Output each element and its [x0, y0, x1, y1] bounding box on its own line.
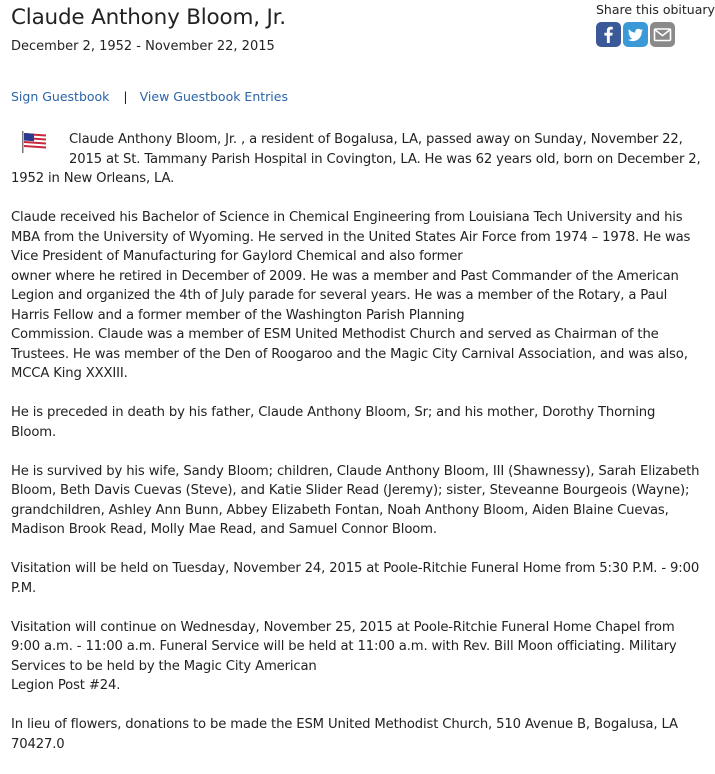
share-icons [596, 22, 675, 47]
obituary-body [11, 130, 701, 774]
guestbook-links [11, 89, 288, 105]
life-dates: December 2, 1952 - November 22, 2015 [11, 39, 275, 54]
email-icon[interactable] [650, 22, 675, 47]
obituary-paragraph: Visitation will continue on Wednesday, November 25, 2015 at Poole-Ritchie Funeral Home Chapel from 9:00 a.m. - 11:00 a.m. Funeral Service will be held at 11:00 a.m. with Rev. Bill Moon officiating. Military Services to be held by the Magic City American Legion Post #24. [11, 619, 677, 693]
obituary-header [11, 4, 571, 55]
sign-guestbook-link[interactable]: Sign Guestbook [11, 89, 110, 104]
view-guestbook-link[interactable]: View Guestbook Entries [139, 89, 288, 104]
obituary-paragraph [11, 130, 701, 189]
obituary-paragraph: Claude received his Bachelor of Science in Chemical Engineering from Louisiana Tech University and his MBA from the University of Wyoming. He served in the United States Air Force from 1974 – 1978. He was Vice President of Manufacturing for Gaylord Chemical and also former owner where he retired in December of 2009. He was a member and Past Commander of the American Legion and organized the 4th of July parade for several years. He was a member of the Rotary, a Paul Harris Fellow and a former member of the Washington Parish Planning Commission. Claude was a member of ESM United Methodist Church and served as Chairman of the Trustees. He was member of the Den of Roogaroo and the Magic City Carnival Association, and was also, MCCA King XXXIII. [11, 210, 691, 381]
obituary-paragraph: In lieu of flowers, donations to be made the ESM United Methodist Church, 510 Avenue B, Bogalusa, LA 70427.0 [11, 717, 678, 752]
link-separator: | [123, 89, 128, 104]
obituary-paragraph: He is survived by his wife, Sandy Bloom; children, Claude Anthony Bloom, III (Shawnessy), Sarah Elizabeth Bloom, Beth Davis Cuevas (Steve), and Katie Slider Read (Jeremy); sister, Steveanne Bourgeois (Wayne); grandchildren, Ashley Ann Bunn, Abbey Elizabeth Fontan, Noah Anthony Bloom, Aiden Blaine Cuevas, Madison Brook Read, Molly Mae Read, and Samuel Connor Bloom. [11, 463, 700, 537]
facebook-glyph [596, 22, 621, 47]
american-flag-icon [21, 131, 47, 153]
paragraph-text: Claude Anthony Bloom, Jr. , a resident of Bogalusa, LA, passed away on Sunday, November 22, 2015 at St. Tammany Parish Hospital in Covington, LA. He was 62 years old, born on December 2, 1952 in New Orleans, LA. [11, 132, 701, 186]
email-glyph [650, 22, 675, 47]
obituary-paragraph: He is preceded in death by his father, Claude Anthony Bloom, Sr; and his mother, Dorothy Thorning Bloom. [11, 405, 656, 440]
deceased-name: Claude Anthony Bloom, Jr. [11, 5, 286, 30]
twitter-icon[interactable] [623, 22, 648, 47]
share-label: Share this obituary [596, 2, 715, 17]
twitter-glyph [623, 22, 648, 47]
obituary-paragraph: Visitation will be held on Tuesday, November 24, 2015 at Poole-Ritchie Funeral Home from 5:30 P.M. - 9:00 P.M. [11, 561, 700, 596]
share-panel [596, 2, 715, 18]
facebook-icon[interactable] [596, 22, 621, 47]
